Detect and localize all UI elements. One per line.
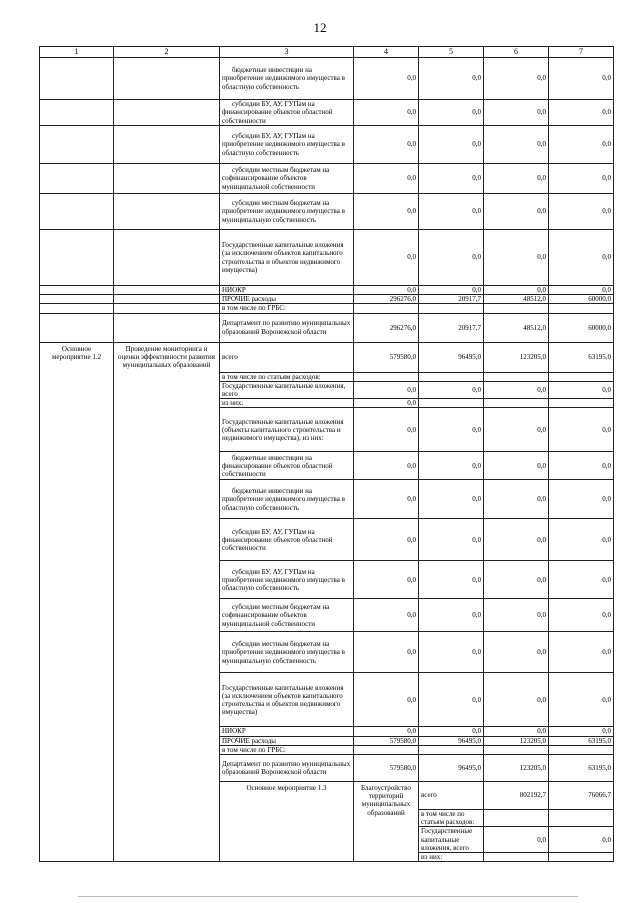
column-number-2: 2	[114, 47, 220, 58]
value-cell: 0,0	[419, 452, 484, 480]
row-label: Государственные капитальные вложения (за исключением объектов капитального строительства и объектов недвижимого имущества)	[220, 230, 354, 286]
value-cell: 20917,7	[419, 295, 484, 304]
value-cell: 96495,0	[419, 342, 484, 372]
value-cell: 0,0	[354, 286, 419, 295]
value-cell: 0,0	[354, 126, 419, 164]
value-cell: 0,0	[484, 381, 549, 398]
table-row	[40, 194, 614, 230]
value-cell: 0,0	[484, 452, 549, 480]
empty-cell	[114, 295, 220, 304]
value-cell: 0,0	[549, 100, 614, 126]
value-cell: 0,0	[549, 452, 614, 480]
value-cell: 0,0	[419, 480, 484, 519]
value-cell	[549, 399, 614, 408]
value-cell	[484, 853, 549, 862]
table-row	[40, 58, 614, 100]
empty-cell	[40, 295, 114, 304]
value-cell: 0,0	[549, 408, 614, 452]
column-number-7: 7	[549, 47, 614, 58]
value-cell	[354, 745, 419, 754]
value-cell: 0,0	[354, 399, 419, 408]
value-cell	[484, 304, 549, 313]
row-label: ПРОЧИЕ расходы	[220, 295, 354, 304]
value-cell: 0,0	[549, 599, 614, 632]
value-cell: 0,0	[484, 194, 549, 230]
row-label: Государственные капитальные вложения (объекты капитального строительства и недвижимого имущества), из них:	[220, 408, 354, 452]
value-cell: 63195,0	[549, 342, 614, 372]
row-label: в том числе по статьям расходов:	[419, 810, 484, 827]
value-cell	[549, 745, 614, 754]
value-cell: 0,0	[484, 58, 549, 100]
column-number-1: 1	[40, 47, 114, 58]
value-cell: 20917,7	[419, 313, 484, 342]
empty-cell	[114, 164, 220, 194]
value-cell: 0,0	[484, 100, 549, 126]
row-label: бюджетные инвестиции на приобретение недвижимого имущества в областную собственность	[220, 58, 354, 100]
value-cell: 0,0	[484, 632, 549, 673]
value-cell: 0,0	[354, 673, 419, 727]
value-cell: 0,0	[419, 632, 484, 673]
row-label: из них:	[419, 853, 484, 862]
value-cell: 0,0	[354, 519, 419, 561]
value-cell: 0,0	[419, 286, 484, 295]
value-cell	[549, 304, 614, 313]
value-cell: 0,0	[354, 100, 419, 126]
value-cell: 0,0	[354, 632, 419, 673]
row-label: ПРОЧИЕ расходы	[220, 736, 354, 745]
value-cell: 0,0	[354, 381, 419, 398]
row-label: субсидии БУ, АУ, ГУПам на финансирование объектов областной собственности	[220, 100, 354, 126]
value-cell: 0,0	[549, 381, 614, 398]
value-cell	[484, 399, 549, 408]
activity-name-cell: Благоустройство территорий муниципальных образований	[354, 782, 419, 862]
row-label: субсидии БУ, АУ, ГУПам на приобретение недвижимого имущества в областную собственность	[220, 561, 354, 599]
value-cell: 123205,0	[484, 736, 549, 745]
row-label: всего	[220, 342, 354, 372]
value-cell: 0,0	[419, 381, 484, 398]
value-cell: 296276,0	[354, 313, 419, 342]
value-cell: 76066,7	[549, 782, 614, 810]
page-bottom-rule	[78, 896, 578, 897]
value-cell: 0,0	[354, 452, 419, 480]
value-cell: 0,0	[419, 727, 484, 736]
value-cell: 0,0	[419, 164, 484, 194]
row-label: бюджетные инвестиции на финансирование объектов областной собственности	[220, 452, 354, 480]
value-cell: 0,0	[549, 230, 614, 286]
empty-cell	[40, 194, 114, 230]
row-label: субсидии местным бюджетам на приобретение недвижимого имущества в муниципальную собственность	[220, 632, 354, 673]
budget-table	[39, 46, 614, 862]
value-cell: 0,0	[419, 100, 484, 126]
value-cell: 0,0	[549, 286, 614, 295]
row-label: в том числе по статьям расходов:	[220, 372, 354, 381]
column-number-6: 6	[484, 47, 549, 58]
value-cell	[549, 810, 614, 827]
empty-cell	[114, 58, 220, 100]
row-label: НИОКР	[220, 286, 354, 295]
value-cell	[484, 372, 549, 381]
empty-cell	[40, 304, 114, 313]
value-cell: 0,0	[419, 673, 484, 727]
value-cell	[419, 399, 484, 408]
value-cell: 802192,7	[484, 782, 549, 810]
value-cell: 0,0	[419, 599, 484, 632]
value-cell: 48512,0	[484, 313, 549, 342]
row-label: субсидии местным бюджетам на софинансирование объектов муниципальной собственности	[220, 164, 354, 194]
row-label: субсидии местным бюджетам на приобретение недвижимого имущества в муниципальную собственность	[220, 194, 354, 230]
row-label: субсидии БУ, АУ, ГУПам на финансирование объектов областной собственности	[220, 519, 354, 561]
table-header-row	[40, 47, 614, 58]
value-cell: 0,0	[549, 519, 614, 561]
row-label: Департамент по развитию муниципальных образований Воронежской области	[220, 313, 354, 342]
value-cell: 0,0	[484, 561, 549, 599]
value-cell: 0,0	[549, 194, 614, 230]
value-cell: 0,0	[484, 164, 549, 194]
row-label: субсидии БУ, АУ, ГУПам на приобретение недвижимого имущества в областную собственность	[220, 126, 354, 164]
value-cell	[354, 372, 419, 381]
value-cell: 0,0	[484, 408, 549, 452]
value-cell: 0,0	[549, 126, 614, 164]
table-row	[40, 100, 614, 126]
value-cell: 0,0	[549, 480, 614, 519]
table-row	[40, 295, 614, 304]
row-label: Государственные капитальные вложения (за исключением объектов капитального строительства и объектов недвижимого имущества)	[220, 673, 354, 727]
value-cell: 0,0	[549, 164, 614, 194]
value-cell: 0,0	[354, 727, 419, 736]
value-cell: 0,0	[484, 230, 549, 286]
value-cell	[484, 810, 549, 827]
page-number: 12	[313, 20, 327, 35]
activity-name-cell: Проведение мониторинга и оценки эффективности развития муниципальных образований	[114, 342, 220, 862]
table-row	[40, 342, 614, 372]
value-cell: 0,0	[354, 194, 419, 230]
value-cell: 0,0	[419, 408, 484, 452]
value-cell: 0,0	[354, 58, 419, 100]
row-label: в том числе по ГРБС:	[220, 745, 354, 754]
value-cell	[549, 853, 614, 862]
value-cell: 0,0	[354, 164, 419, 194]
table-row	[40, 126, 614, 164]
table-row	[40, 164, 614, 194]
value-cell: 60000,0	[549, 295, 614, 304]
value-cell: 0,0	[484, 126, 549, 164]
empty-cell	[114, 100, 220, 126]
value-cell: 0,0	[419, 58, 484, 100]
table-row	[40, 313, 614, 342]
value-cell: 0,0	[354, 599, 419, 632]
column-number-5: 5	[419, 47, 484, 58]
empty-cell	[40, 286, 114, 295]
empty-cell	[114, 313, 220, 342]
value-cell: 96495,0	[419, 755, 484, 782]
row-label: из них:	[220, 399, 354, 408]
value-cell	[419, 372, 484, 381]
value-cell	[484, 745, 549, 754]
empty-cell	[114, 194, 220, 230]
empty-cell	[40, 126, 114, 164]
value-cell: 48512,0	[484, 295, 549, 304]
value-cell: 96495,0	[419, 736, 484, 745]
value-cell: 0,0	[419, 126, 484, 164]
value-cell: 0,0	[484, 673, 549, 727]
value-cell: 0,0	[484, 599, 549, 632]
row-label: бюджетные инвестиции на приобретение недвижимого имущества в областную собственность	[220, 480, 354, 519]
value-cell: 0,0	[484, 480, 549, 519]
value-cell	[549, 372, 614, 381]
column-number-3: 3	[220, 47, 354, 58]
value-cell: 0,0	[549, 673, 614, 727]
value-cell: 0,0	[484, 827, 549, 853]
value-cell	[419, 304, 484, 313]
table-row	[40, 230, 614, 286]
value-cell: 63195,0	[549, 736, 614, 745]
value-cell: 0,0	[419, 230, 484, 286]
value-cell: 0,0	[354, 480, 419, 519]
value-cell: 0,0	[419, 194, 484, 230]
value-cell: 579580,0	[354, 736, 419, 745]
value-cell: 0,0	[354, 408, 419, 452]
value-cell: 0,0	[549, 632, 614, 673]
value-cell: 0,0	[549, 827, 614, 853]
value-cell: 0,0	[549, 727, 614, 736]
value-cell	[419, 745, 484, 754]
row-label: Государственные капитальные вложения, всего	[419, 827, 484, 853]
empty-cell	[114, 286, 220, 295]
value-cell: 123205,0	[484, 755, 549, 782]
value-cell: 0,0	[419, 519, 484, 561]
empty-cell	[40, 58, 114, 100]
activity-code-cell: Основное мероприятие 1.2	[40, 342, 114, 862]
empty-cell	[114, 304, 220, 313]
value-cell: 296276,0	[354, 295, 419, 304]
value-cell: 0,0	[484, 286, 549, 295]
value-cell: 0,0	[549, 561, 614, 599]
row-label: НИОКР	[220, 727, 354, 736]
value-cell: 579580,0	[354, 755, 419, 782]
value-cell: 0,0	[484, 727, 549, 736]
table-row	[40, 304, 614, 313]
value-cell: 123205,0	[484, 342, 549, 372]
value-cell: 0,0	[354, 561, 419, 599]
empty-cell	[40, 313, 114, 342]
value-cell: 0,0	[354, 230, 419, 286]
value-cell: 63195,0	[549, 755, 614, 782]
empty-cell	[40, 230, 114, 286]
value-cell: 0,0	[549, 58, 614, 100]
value-cell: 0,0	[419, 561, 484, 599]
value-cell: 60000,0	[549, 313, 614, 342]
empty-cell	[40, 100, 114, 126]
row-label: субсидии местным бюджетам на софинансирование объектов муниципальной собственности	[220, 599, 354, 632]
row-label: Государственные капитальные вложения, всего	[220, 381, 354, 398]
empty-cell	[40, 164, 114, 194]
activity-code-cell: Основное мероприятие 1.3	[220, 782, 354, 862]
value-cell	[354, 304, 419, 313]
empty-cell	[114, 126, 220, 164]
empty-cell	[114, 230, 220, 286]
row-label: в том числе по ГРБС:	[220, 304, 354, 313]
value-cell: 579580,0	[354, 342, 419, 372]
table-row	[40, 286, 614, 295]
row-label: всего	[419, 782, 484, 810]
row-label: Департамент по развитию муниципальных образований Воронежской области	[220, 755, 354, 782]
value-cell: 0,0	[484, 519, 549, 561]
column-number-4: 4	[354, 47, 419, 58]
